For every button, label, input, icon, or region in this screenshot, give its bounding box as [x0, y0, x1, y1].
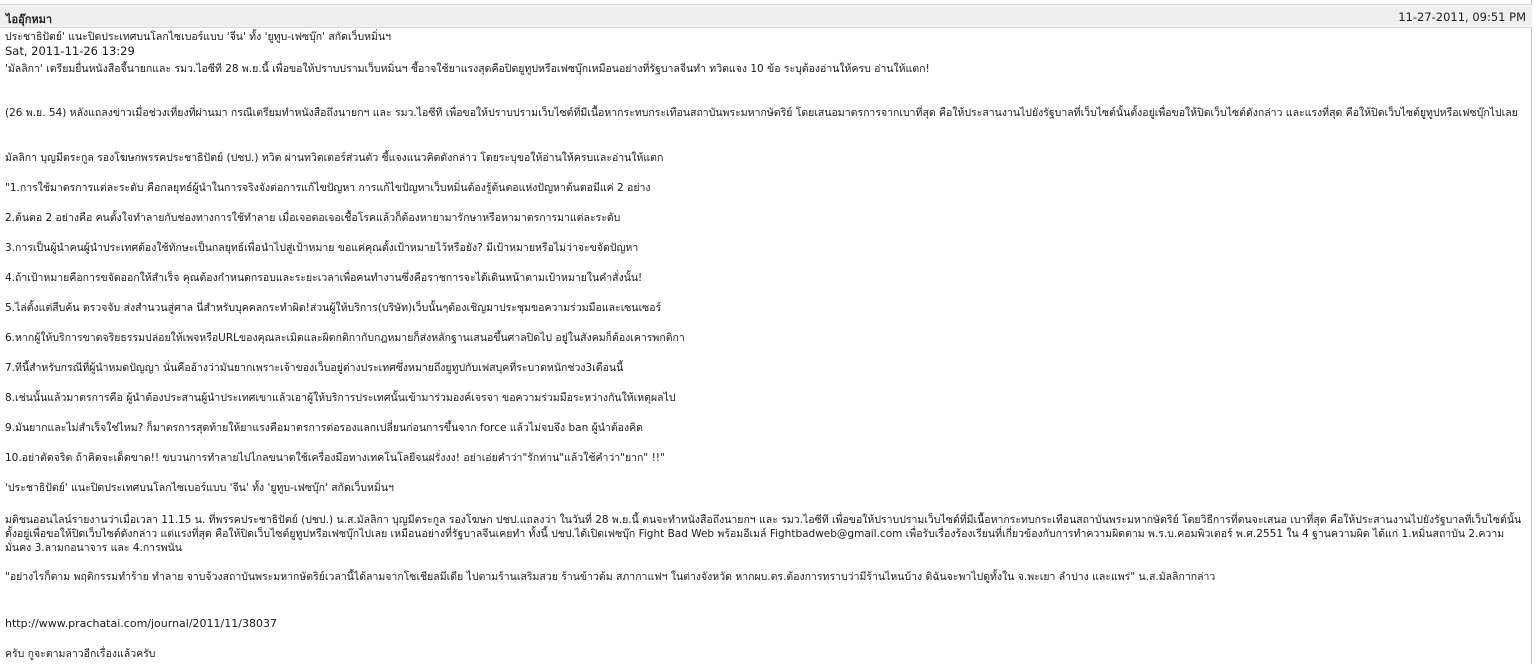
post-date: 11-27-2011, 09:51 PM [1398, 10, 1526, 24]
list-item: 7.ทีนี้สำหรับกรณีที่ผู้นำหมดปัญญา นั่นคืออ้างว่ามันยากเพราะเจ้าของเว็บอยู่ต่างประเทศซึ่งหมายถึงยูทูปกับเฟสบุคที่ระบาดหนักช่วง3เดือนนี้ [5, 362, 624, 374]
closing-remark: ครับ กูจะตามลาวอีกเรื่องแล้วครับ [5, 648, 156, 660]
list-item: 8.เช่นนั้นแล้วมาตรการคือ ผู้นำต้องประสานผู้นำประเทศเขาแล้วเอาผู้ให้บริการประเทศนั้นเข้ามาร่วมองค์เจรจา ขอความร่วมมือระหว่างกันให้เหตุผลไป [5, 392, 676, 404]
post-header [0, 4, 1532, 28]
source-link[interactable]: http://www.prachatai.com/journal/2011/11/38037 [5, 617, 277, 630]
article-paragraph: มัลลิกา บุญมีตระกูล รองโฆษกพรรคประชาธิปัตย์ (ปชป.) ทวิต ผ่านทวิตเตอร์ส่วนตัว ชี้แจงแนวคิดดังกล่าว โดยระบุขอให้อ่านให้ครบและอ่านให้แตก [5, 152, 664, 164]
post-author[interactable]: ไออุ๊กหมา [6, 13, 53, 26]
article-headline: ประชาธิปัตย์' แนะปิดประเทศบนโลกไซเบอร์แบบ 'จีน' ทั้ง 'ยูทูบ-เฟซบุ๊ก' สกัดเว็บหมิ่นฯ [5, 31, 392, 43]
article-quote: "อย่างไรก็ตาม พฤติกรรมทำร้าย ทำลาย จาบจ้วงสถาบันพระมหากษัตริย์เวลานี้ได้ลามจากโซเชียลมีเดีย ไปตามร้านเสริมสวย ร้านข้าวต้ม สภากาแฟฯ ในต่างจังหวัด หากผบ.ตร.ต้องการทราบว่ามีร้านไหนบ้าง ดิฉันจะพาไปดูทั้งใน จ.พะเยา ลำปาง และแพร่" น.ส.มัลลิกากล่าว [5, 571, 1216, 583]
article-paragraph: มติชนออนไลน์รายงานว่าเมื่อเวลา 11.15 น. ที่พรรคประชาธิปัตย์ (ปชป.) น.ส.มัลลิกา บุญมีตระกูล รองโฆษก ปชป.แถลงว่า ในวันที่ 28 พ.ย.นี้ ตนจะทำหนังสือถึงนายกฯ และ รมว.ไอซีที เพื่อขอให้ปราบปรามเว็บไซต์ที่มีเนื้อหากระทบกระเทือนสถาบันพระมหากษัตริย์ โดยวิธีการที่ตนจะเสนอ เบาที่สุด คือให้ประสานงานไปยังรัฐบาลที่เว็บไซต์นั้นตั้งอยู่เพื่อขอให้ปิดเว็บไซต์ดังกล่าว แต่แรงที่สุด คือให้ปิดเว็บไซต์ยูทูปหรือเฟซบุ๊กไปเลย เหมือนอย่างที่รัฐบาลจีนเคยทำ ทั้งนี้ ปชป.ได้เปิดเฟซบุ๊ก Fight Bad Web พร้อมอีเมล์ Fightbadweb@gmail.com เพื่อรับเรื่องร้องเรียนที่เกี่ยวข้องกับการทำความผิดตาม พ.ร.บ.คอมพิวเตอร์ พ.ศ.2551 ใน 4 ฐานความผิด ได้แก่ 1.หมิ่นสถาบัน 2.ความมั่นคง 3.ลามกอนาจาร และ 4.การพนัน [5, 514, 1522, 554]
list-item: "1.การใช้มาตรการแต่ละระดับ คือกลยุทธ์ผู้นำในการจริงจังต่อการแก้ไขปัญหา การแก้ไขปัญหาเว็บหมิ่นต้องรู้ต้นตอแห่งปัญหาต้นตอมีแค่ 2 อย่าง [5, 182, 651, 194]
list-item: 5.ไล่ตั้งแต่สืบค้น ตรวจจับ ส่งสำนวนสู่ศาล นี่สำหรับบุคคลกระทำผิด!ส่วนผู้ให้บริการ(บริษัท)เว็บนั้นๆต้องเชิญมาประชุมขอความร่วมมือและเซนเซอร์ [5, 302, 662, 314]
list-item: 6.หากผู้ให้บริการขาดจริยธรรมปล่อยให้เพจหรือURLของคุณละเมิดและผิดกติกากับกฎหมายก็ส่งหลักฐานเสนอขึ้นศาลปิดไป อยู่ในสังคมก็ต้องเคารพกติกา [5, 332, 685, 344]
list-item: 3.การเป็นผู้นำคนผู้นำประเทศต้องใช้ทักษะเป็นกลยุทธ์เพื่อนำไปสู่เป้าหมาย ขอแค่คุณตั้งเป้าหมายไว้หรือยัง? มีเป้าหมายหรือไม่ว่าจะขจัดปัญหา [5, 242, 639, 254]
list-item: 4.ถ้าเป้าหมายคือการขจัดออกให้สำเร็จ คุณต้องกำหนดกรอบและระยะเวลาเพื่อคนทำงานซึ่งคือราชการจะได้เดินหน้าตามเป้าหมายในคำสั่งนั้น! [5, 272, 643, 284]
list-item: 9.มันยากและไม่สำเร็จใช่ไหม? ก็มาตรการสุดท้ายให้ยาแรงคือมาตรการต่อรองแลกเปลี่ยนก่อนการขึ้นจาก force แล้วไม่จบจึง ban ผู้นำต้องคิด [5, 422, 643, 434]
article-lead: 'มัลลิกา' เตรียมยื่นหนังสือจี้นายกและ รมว.ไอซีที 28 พ.ย.นี้ เพื่อขอให้ปราบปรามเว็บหมิ่นฯ ชี้อาจใช้ยาแรงสุดคือปิดยูทูปหรือเฟซบุ๊กเหมือนอย่างที่รัฐบาลจีนทำ ทวิตแจง 10 ข้อ ระบุต้องอ่านให้ครบ อ่านให้แตก! [5, 63, 930, 75]
article-timestamp: Sat, 2011-11-26 13:29 [5, 44, 135, 58]
article-subhead: 'ประชาธิปัตย์' แนะปิดประเทศบนโลกไซเบอร์แบบ 'จีน' ทั้ง 'ยูทูบ-เฟซบุ๊ก' สกัดเว็บหมิ่นฯ [5, 482, 394, 494]
article-paragraph: (26 พ.ย. 54) หลังแถลงข่าวเมื่อช่วงเที่ยงที่ผ่านมา กรณีเตรียมทำหนังสือถึงนายกฯ และ รมว.ไอซีที เพื่อขอให้ปราบปรามเว็บไซต์ที่มีเนื้อหากระทบกระเทือนสถาบันพระมหากษัตริย์ โดยเสนอมาตรการจากเบาที่สุด คือให้ประสานงานไปยังรัฐบาลที่เว็บไซต์นั้นตั้งอยู่เพื่อขอให้ปิดเว็บไซต์ดังกล่าว และแรงที่สุด คือให้ปิดเว็บไซต์ยูทูปหรือเฟซบุ๊กไปเลย [5, 107, 1518, 119]
list-item: 10.อย่าตัดจริต ถ้าคิดจะเด็ดขาด!! ขบวนการทำลายไปไกลขนาดใช้เครื่องมือทางเทคโนโลยีจนฝรั่งงง! อย่าเอ่ยคำว่า"รักท่าน"แล้วใช้คำว่า"ยาก" !!" [5, 452, 665, 464]
list-item: 2.ต้นตอ 2 อย่างคือ คนตั้งใจทำลายกับช่องทางการใช้ทำลาย เมื่อเจอตอเจอเชื้อโรคแล้วก็ต้องหายามารักษาหรือหามาตรการมาแต่ละระดับ [5, 212, 621, 224]
